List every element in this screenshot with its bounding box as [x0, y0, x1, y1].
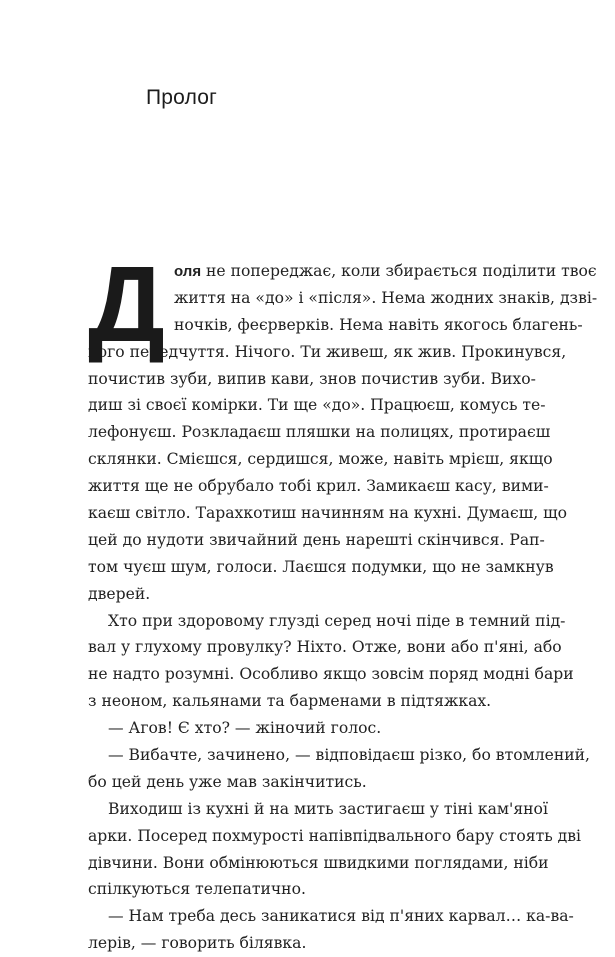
dialogue-line: — Нам треба десь заникатися від п'яних карвал… ка-ва-: [108, 907, 574, 926]
text-line: спілкуються телепатично.: [88, 880, 306, 899]
text-line: Хто при здоровому глузді серед ночі піде в темний під-: [108, 611, 566, 630]
text-line: життя на «до» і «після». Нема жодних знаків, дзві-: [174, 288, 598, 307]
text-line: дівчини. Вони обмінюються швидкими поглядами, ніби: [88, 853, 549, 872]
chapter-title: Пролог: [146, 86, 218, 109]
text-line: життя ще не обрубало тобі крил. Замикаєш касу, вими-: [88, 477, 549, 496]
text-line: кого передчуття. Нічого. Ти живеш, як жив. Прокинувся,: [88, 342, 567, 361]
text-line: лефонуєш. Розкладаєш пляшки на полицях, протираєш: [88, 423, 551, 442]
text-line: бо цей день уже мав закінчитись.: [88, 772, 367, 791]
text-line: арки. Посеред похмурості напівпідвального бару стоять дві: [88, 826, 582, 845]
text-line: склянки. Смієшся, сердишся, може, навіть мрієш, якщо: [88, 450, 553, 469]
text-line: ночків, феєрверків. Нема навіть якогось благень-: [174, 315, 583, 334]
body-text: [88, 243, 598, 957]
text-line: том чуєш шум, голоси. Лаєшся подумки, що не замкнув: [88, 557, 554, 576]
text-line: почистив зуби, випив кави, знов почистив зуби. Вихо-: [88, 369, 536, 388]
drop-cap: Д: [88, 243, 165, 364]
text-line-content: не попереджає, коли збирається поділити твоє: [201, 262, 597, 280]
dialogue-line: — Вибачте, зачинено, — відповідаєш різко, бо втомлений,: [108, 746, 590, 765]
dialogue-line: — Агов! Є хто? — жіночий голос.: [108, 719, 382, 738]
text-line: не надто розумні. Особливо якщо зовсім поряд модні бари: [88, 665, 574, 684]
text-line: каєш світло. Тарахкотиш начинням на кухні. Думаєш, що: [88, 504, 568, 523]
lead-word: оля: [174, 263, 202, 280]
text-line: цей до нудоти звичайний день нарешті скінчився. Рап-: [88, 530, 545, 549]
text-line: Виходиш із кухні й на мить застигаєш у тіні кам'яної: [108, 799, 548, 818]
text-line: з неоном, кальянами та барменами в підтяжках.: [88, 692, 492, 711]
text-line: диш зі своєї комірки. Ти ще «до». Працюєш, комусь те-: [88, 396, 546, 415]
text-line: вал у глухому провулку? Ніхто. Отже, вони або п'яні, або: [88, 638, 562, 657]
text-line: дверей.: [88, 584, 151, 603]
text-line: лерів, — говорить білявка.: [88, 934, 307, 953]
